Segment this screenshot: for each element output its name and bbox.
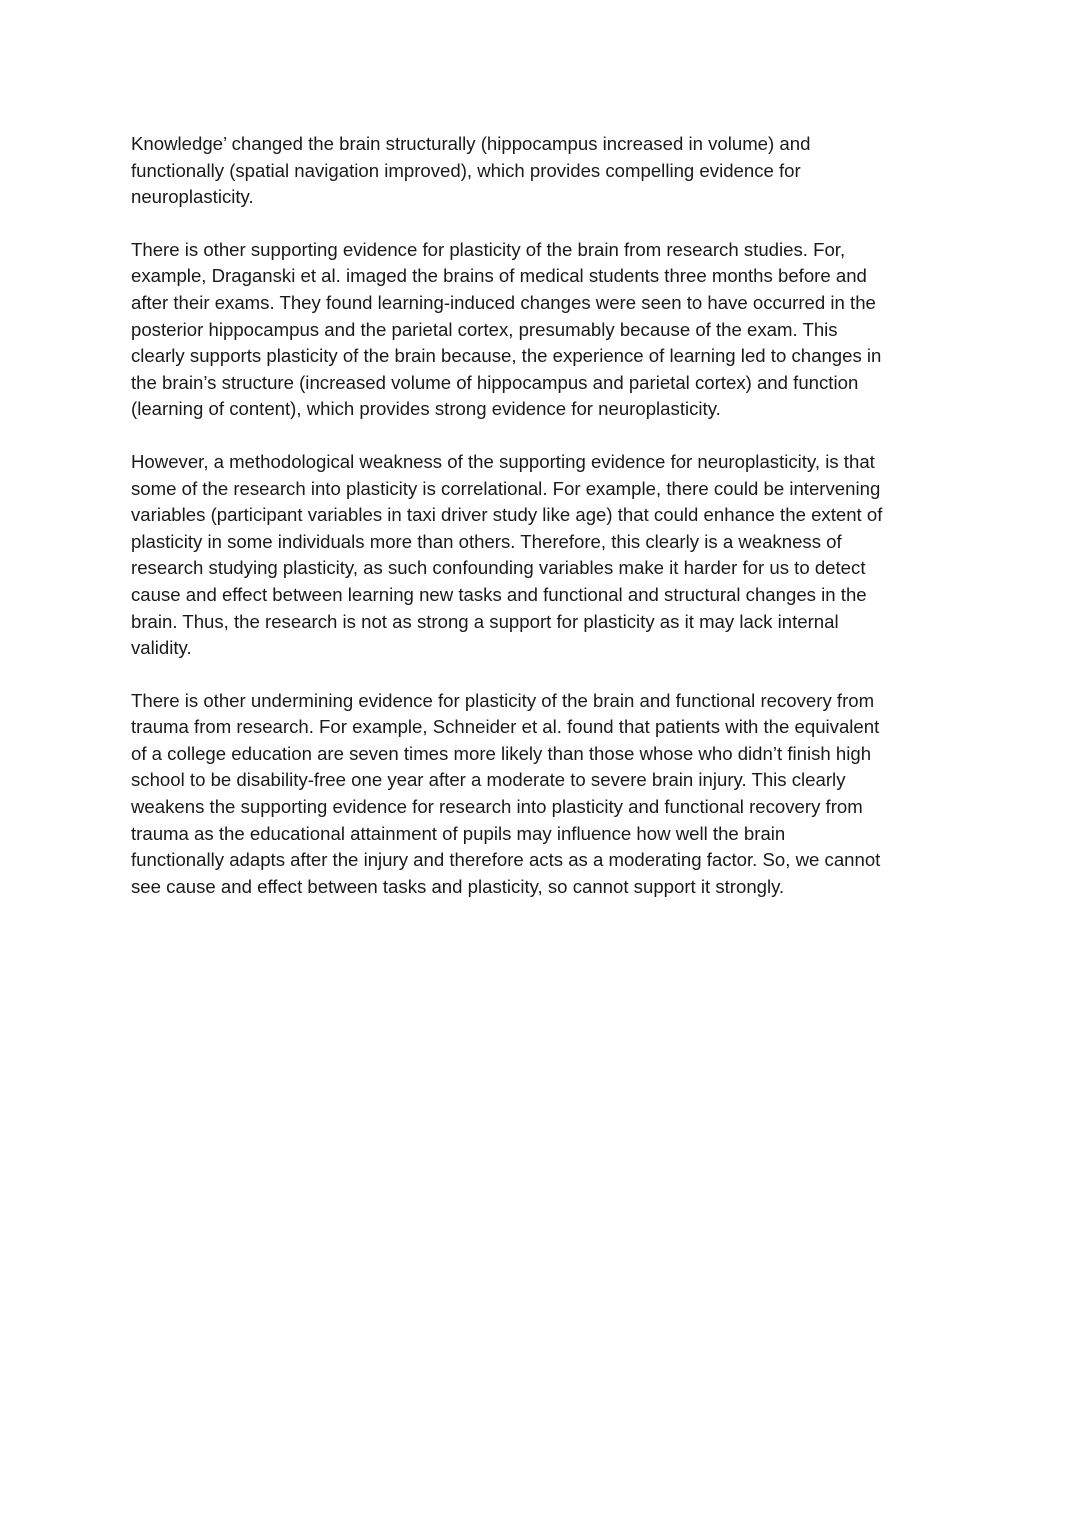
text-line: There is other undermining evidence for plasticity of the brain and functional recovery from [131,689,875,711]
text-line: validity. [131,637,192,659]
text-line: trauma as the educational attainment of pupils may influence how well the brain [131,822,786,844]
text-line: functionally (spatial navigation improved), which provides compelling evidence for [131,159,801,181]
text-line: see cause and effect between tasks and plasticity, so cannot support it strongly. [131,875,785,897]
text-line: variables (participant variables in taxi driver study like age) that could enhance the extent of [131,504,883,526]
text-line: some of the research into plasticity is correlational. For example, there could be intervening [131,477,881,499]
paragraph-3 [131,449,961,662]
text-line: There is other supporting evidence for plasticity of the brain from research studies. For, [131,238,846,260]
text-line: clearly supports plasticity of the brain because, the experience of learning led to changes in [131,345,882,367]
text-line: plasticity in some individuals more than others. Therefore, this clearly is a weakness of [131,530,842,552]
text-line: after their exams. They found learning-induced changes were seen to have occurred in the [131,291,876,313]
text-line: the brain’s structure (increased volume of hippocampus and parietal cortex) and function [131,371,859,393]
document-body [131,131,961,926]
text-line: school to be disability-free one year after a moderate to severe brain injury. This clearly [131,769,846,791]
paragraph-1 [131,131,961,211]
text-line: weakens the supporting evidence for research into plasticity and functional recovery from [131,796,863,818]
text-line: cause and effect between learning new tasks and functional and structural changes in the [131,583,867,605]
text-line: (learning of content), which provides strong evidence for neuroplasticity. [131,398,721,420]
text-line: neuroplasticity. [131,186,254,208]
text-line: posterior hippocampus and the parietal cortex, presumably because of the exam. This [131,318,838,340]
paragraph-2 [131,237,961,423]
text-line: However, a methodological weakness of the supporting evidence for neuroplasticity, is that [131,450,875,472]
text-line: brain. Thus, the research is not as strong a support for plasticity as it may lack internal [131,610,839,632]
text-line: Knowledge’ changed the brain structurally (hippocampus increased in volume) and [131,133,811,154]
text-line: research studying plasticity, as such confounding variables make it harder for us to detect [131,557,866,579]
text-line: trauma from research. For example, Schneider et al. found that patients with the equivalent [131,716,880,738]
text-line: functionally adapts after the injury and therefore acts as a moderating factor. So, we cannot [131,849,881,871]
text-line: of a college education are seven times more likely than those whose who didn’t finish high [131,742,872,764]
text-line: example, Draganski et al. imaged the brains of medical students three months before and [131,265,867,287]
paragraph-4 [131,688,961,901]
